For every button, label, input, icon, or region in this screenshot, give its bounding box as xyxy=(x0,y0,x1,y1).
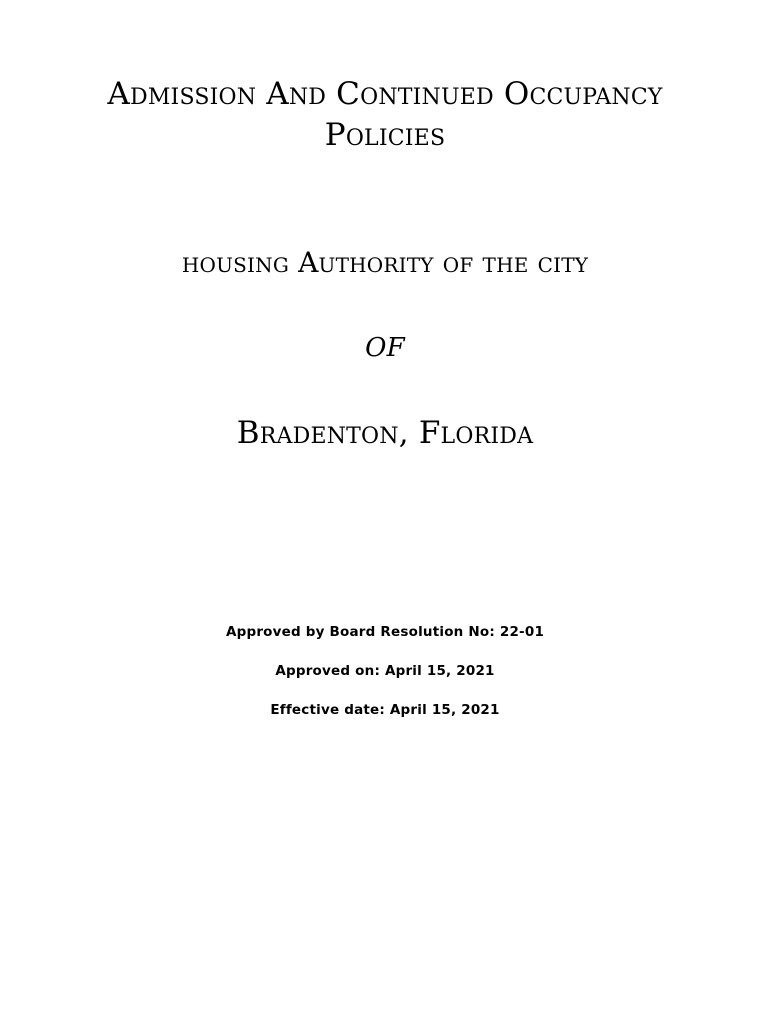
effective-date-text: Effective date: April 15, 2021 xyxy=(270,702,500,718)
location-heading: Bradenton, Florida xyxy=(236,415,534,451)
authority-heading: housing Authority of the city xyxy=(181,246,589,279)
document-title-line-1: Admission And Continued Occupancy xyxy=(107,76,663,112)
of-heading: OF xyxy=(365,333,405,363)
approved-on-text: Approved on: April 15, 2021 xyxy=(275,663,495,679)
document-title-line-2: Policies xyxy=(324,117,446,153)
board-resolution-text: Approved by Board Resolution No: 22-01 xyxy=(225,624,545,640)
